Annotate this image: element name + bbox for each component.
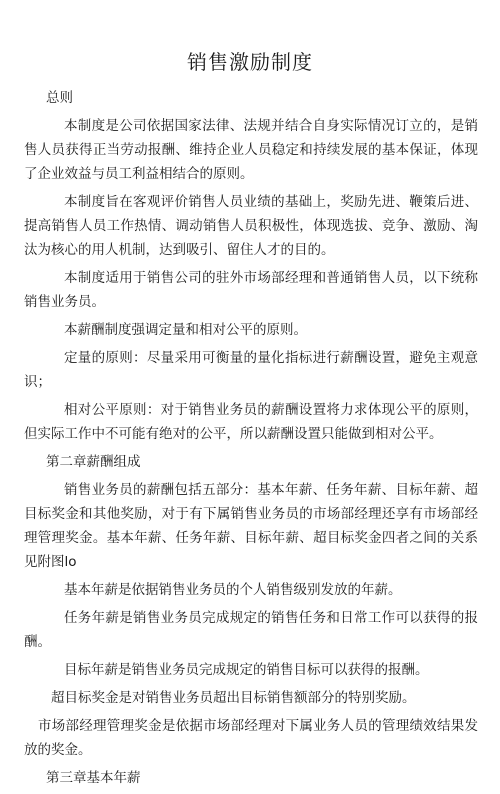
paragraph: 本制度适用于销售公司的驻外市场部经理和普通销售人员，以下统称销售业务员。 — [24, 270, 478, 310]
paragraph: 销售业务员的薪酬包括五部分：基本年薪、任务年薪、目标年薪、超目标奖金和其他奖励，对于有下属销售业务员的市场部经理还享有市场部经理管理奖金。基本年薪、任务年薪、目标年薪、超目标奖金四者之间的关系见附图lo — [24, 482, 478, 570]
paragraph: 本制度旨在客观评价销售人员业绩的基础上，奖励先进、鞭策后进、提高销售人员工作热情、调动销售人员积极性，体现选拔、竞争、激励、淘汰为核心的用人机制，达到吸引、留住人才的目的。 — [24, 194, 478, 258]
paragraph: 任务年薪是销售业务员完成规定的销售任务和日常工作可以获得的报酬。 — [24, 610, 478, 650]
document-body — [24, 86, 478, 794]
paragraph: 定量的原则：尽量采用可衡量的量化指标进行薪酬设置，避免主观意识； — [24, 350, 478, 390]
paragraph: 本制度是公司依据国家法律、法规并结合自身实际情况订立的，是销售人员获得正当劳动报酬、维持企业人员稳定和持续发展的基本保证，体现了企业效益与员工利益相结合的原则。 — [24, 118, 478, 182]
document-title: 销售激励制度 — [187, 50, 313, 74]
paragraph: 相对公平原则：对于销售业务员的薪酬设置将力求体现公平的原则，但实际工作中不可能有绝对的公平，所以薪酬设置只能做到相对公平。 — [24, 402, 478, 442]
paragraph: 目标年薪是销售业务员完成规定的销售目标可以获得的报酬。 — [64, 662, 429, 678]
paragraph: 市场部经理管理奖金是依据市场部经理对下属业务人员的管理绩效结果发放的奖金。 — [24, 718, 478, 758]
paragraph: 超目标奖金是对销售业务员超出目标销售额部分的特别奖励。 — [51, 690, 416, 706]
paragraph: 基本年薪是依据销售业务员的个人销售级别发放的年薪。 — [64, 582, 402, 598]
paragraph: 本薪酬制度强调定量和相对公平的原则。 — [64, 322, 307, 338]
section-heading-chapter-2: 第二章薪酬组成 — [46, 454, 141, 470]
section-heading-chapter-3: 第三章基本年薪 — [46, 770, 141, 786]
section-heading-general: 总则 — [46, 90, 73, 106]
